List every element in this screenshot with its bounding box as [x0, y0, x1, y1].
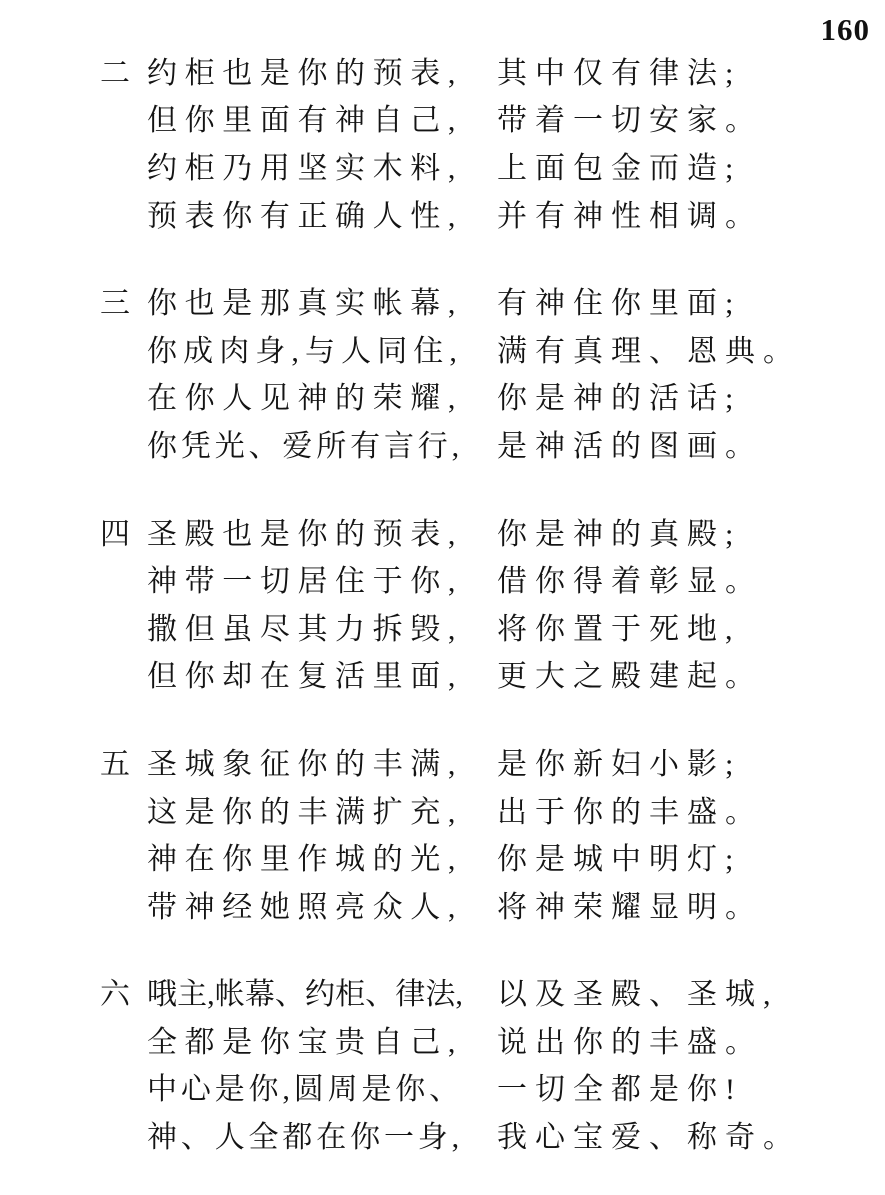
verse-line: [100, 737, 801, 785]
verse-col1: [147, 556, 497, 600]
verse-col2: 其中仅有律法;: [497, 56, 742, 90]
verse-col2: 你是神的活话;: [497, 382, 742, 416]
verse-col1-text: 带神经她照亮众人,: [147, 890, 463, 924]
verse-col1-text: 哦主,帐幕、约柜、律法,: [147, 978, 463, 1012]
verse-col1: [147, 278, 497, 322]
verse-line: [100, 832, 801, 880]
verse-line: [100, 324, 801, 372]
verse-col1-text: 神在你里作城的光,: [147, 843, 463, 877]
verse-line: [100, 1110, 801, 1158]
verse-col2: 满有真理、恩典。: [497, 334, 801, 368]
verse-line: [100, 189, 801, 237]
stanza-number: 六: [100, 978, 130, 1012]
verse-line: [100, 650, 801, 698]
verse-col1-text: 约柜也是你的预表,: [147, 56, 463, 90]
verse-line: [100, 554, 801, 602]
verse-col1: [147, 787, 497, 831]
verse-col1-text: 神带一切居住于你,: [147, 565, 463, 599]
verse-col2: 更大之殿建起。: [497, 660, 763, 694]
verse-line: [100, 507, 801, 555]
verse-col1: [147, 48, 497, 92]
verse-col1: [147, 834, 497, 878]
verse-col1: [147, 95, 497, 139]
verse-col2: 有神住你里面;: [497, 287, 742, 321]
verse-col1-text: 你也是那真实帐幕,: [147, 287, 463, 321]
verse-col1: [147, 604, 497, 648]
verse-col2: 借你得着彰显。: [497, 565, 763, 599]
verse-line: [100, 276, 801, 324]
verse-col1: [147, 191, 497, 235]
verse-col2: 将你置于死地,: [497, 612, 741, 646]
verse-col1: [147, 739, 497, 783]
verse-line: [100, 419, 801, 467]
verse-col1: [147, 1064, 497, 1108]
verse-col2: 是神活的图画。: [497, 429, 763, 463]
verse-col2: 带着一切安家。: [497, 104, 763, 138]
verse-col1-text: 在你人见神的荣耀,: [147, 382, 463, 416]
stanza: [100, 276, 801, 466]
stanza: [100, 737, 801, 927]
verse-line: [100, 1063, 801, 1111]
verse-col1-text: 圣殿也是你的预表,: [147, 517, 463, 551]
verse-col2: 出于你的丰盛。: [497, 795, 763, 829]
verse-line: [100, 968, 801, 1016]
verse-col1-text: 但你却在复活里面,: [147, 660, 463, 694]
verse-col1-text: 全都是你宝贵自己,: [147, 1025, 463, 1059]
verse-line: [100, 372, 801, 420]
page-number: 160: [820, 12, 870, 47]
verse-line: [100, 94, 801, 142]
verse-col1: [147, 1017, 497, 1061]
stanza: [100, 46, 801, 236]
stanza-number: 三: [100, 287, 130, 321]
verse-col1-text: 你成肉身,与人同住,: [147, 334, 463, 368]
verse-col1: [147, 373, 497, 417]
stanza-number: 二: [100, 56, 130, 90]
verse-col1: [147, 421, 497, 465]
verse-col1-text: 约柜乃用坚实木料,: [147, 151, 463, 185]
stanza: [100, 968, 801, 1158]
verse-col2: 说出你的丰盛。: [497, 1025, 763, 1059]
verse-col1: [147, 509, 497, 553]
verse-col1-text: 圣城象征你的丰满,: [147, 747, 463, 781]
hymn-stanzas: [100, 46, 801, 1195]
verse-col2: 你是城中明灯;: [497, 843, 742, 877]
stanza-number: 五: [100, 747, 130, 781]
verse-line: [100, 1015, 801, 1063]
verse-col2: 将神荣耀显明。: [497, 890, 763, 924]
verse-col1-text: 你凭光、爱所有言行,: [147, 429, 463, 463]
verse-col2: 你是神的真殿;: [497, 517, 742, 551]
verse-col2: 并有神性相调。: [497, 199, 763, 233]
verse-col1: [147, 882, 497, 926]
verse-col2: 我心宝爱、称奇。: [497, 1121, 801, 1155]
verse-col2: 上面包金而造;: [497, 151, 742, 185]
verse-col1: [147, 326, 497, 370]
verse-col1-text: 预表你有正确人性,: [147, 199, 463, 233]
verse-col2: 是你新妇小影;: [497, 747, 742, 781]
verse-col2: 以及圣殿、圣城,: [497, 978, 779, 1012]
verse-col1-text: 这是你的丰满扩充,: [147, 795, 463, 829]
verse-col1-text: 中心是你,圆周是你、: [147, 1073, 463, 1107]
verse-line: [100, 602, 801, 650]
verse-line: [100, 46, 801, 94]
verse-col1: [147, 651, 497, 695]
verse-col1-text: 但你里面有神自己,: [147, 104, 463, 138]
stanza: [100, 507, 801, 697]
verse-col2: 一切全都是你!: [497, 1073, 743, 1107]
verse-col1: [147, 1112, 497, 1156]
verse-col1: [147, 143, 497, 187]
verse-col1-text: 神、人全都在你一身,: [147, 1121, 463, 1155]
verse-line: [100, 141, 801, 189]
verse-col1-text: 撒但虽尽其力拆毁,: [147, 612, 463, 646]
verse-line: [100, 880, 801, 928]
verse-line: [100, 785, 801, 833]
verse-col1: [147, 969, 497, 1013]
stanza-number: 四: [100, 517, 130, 551]
